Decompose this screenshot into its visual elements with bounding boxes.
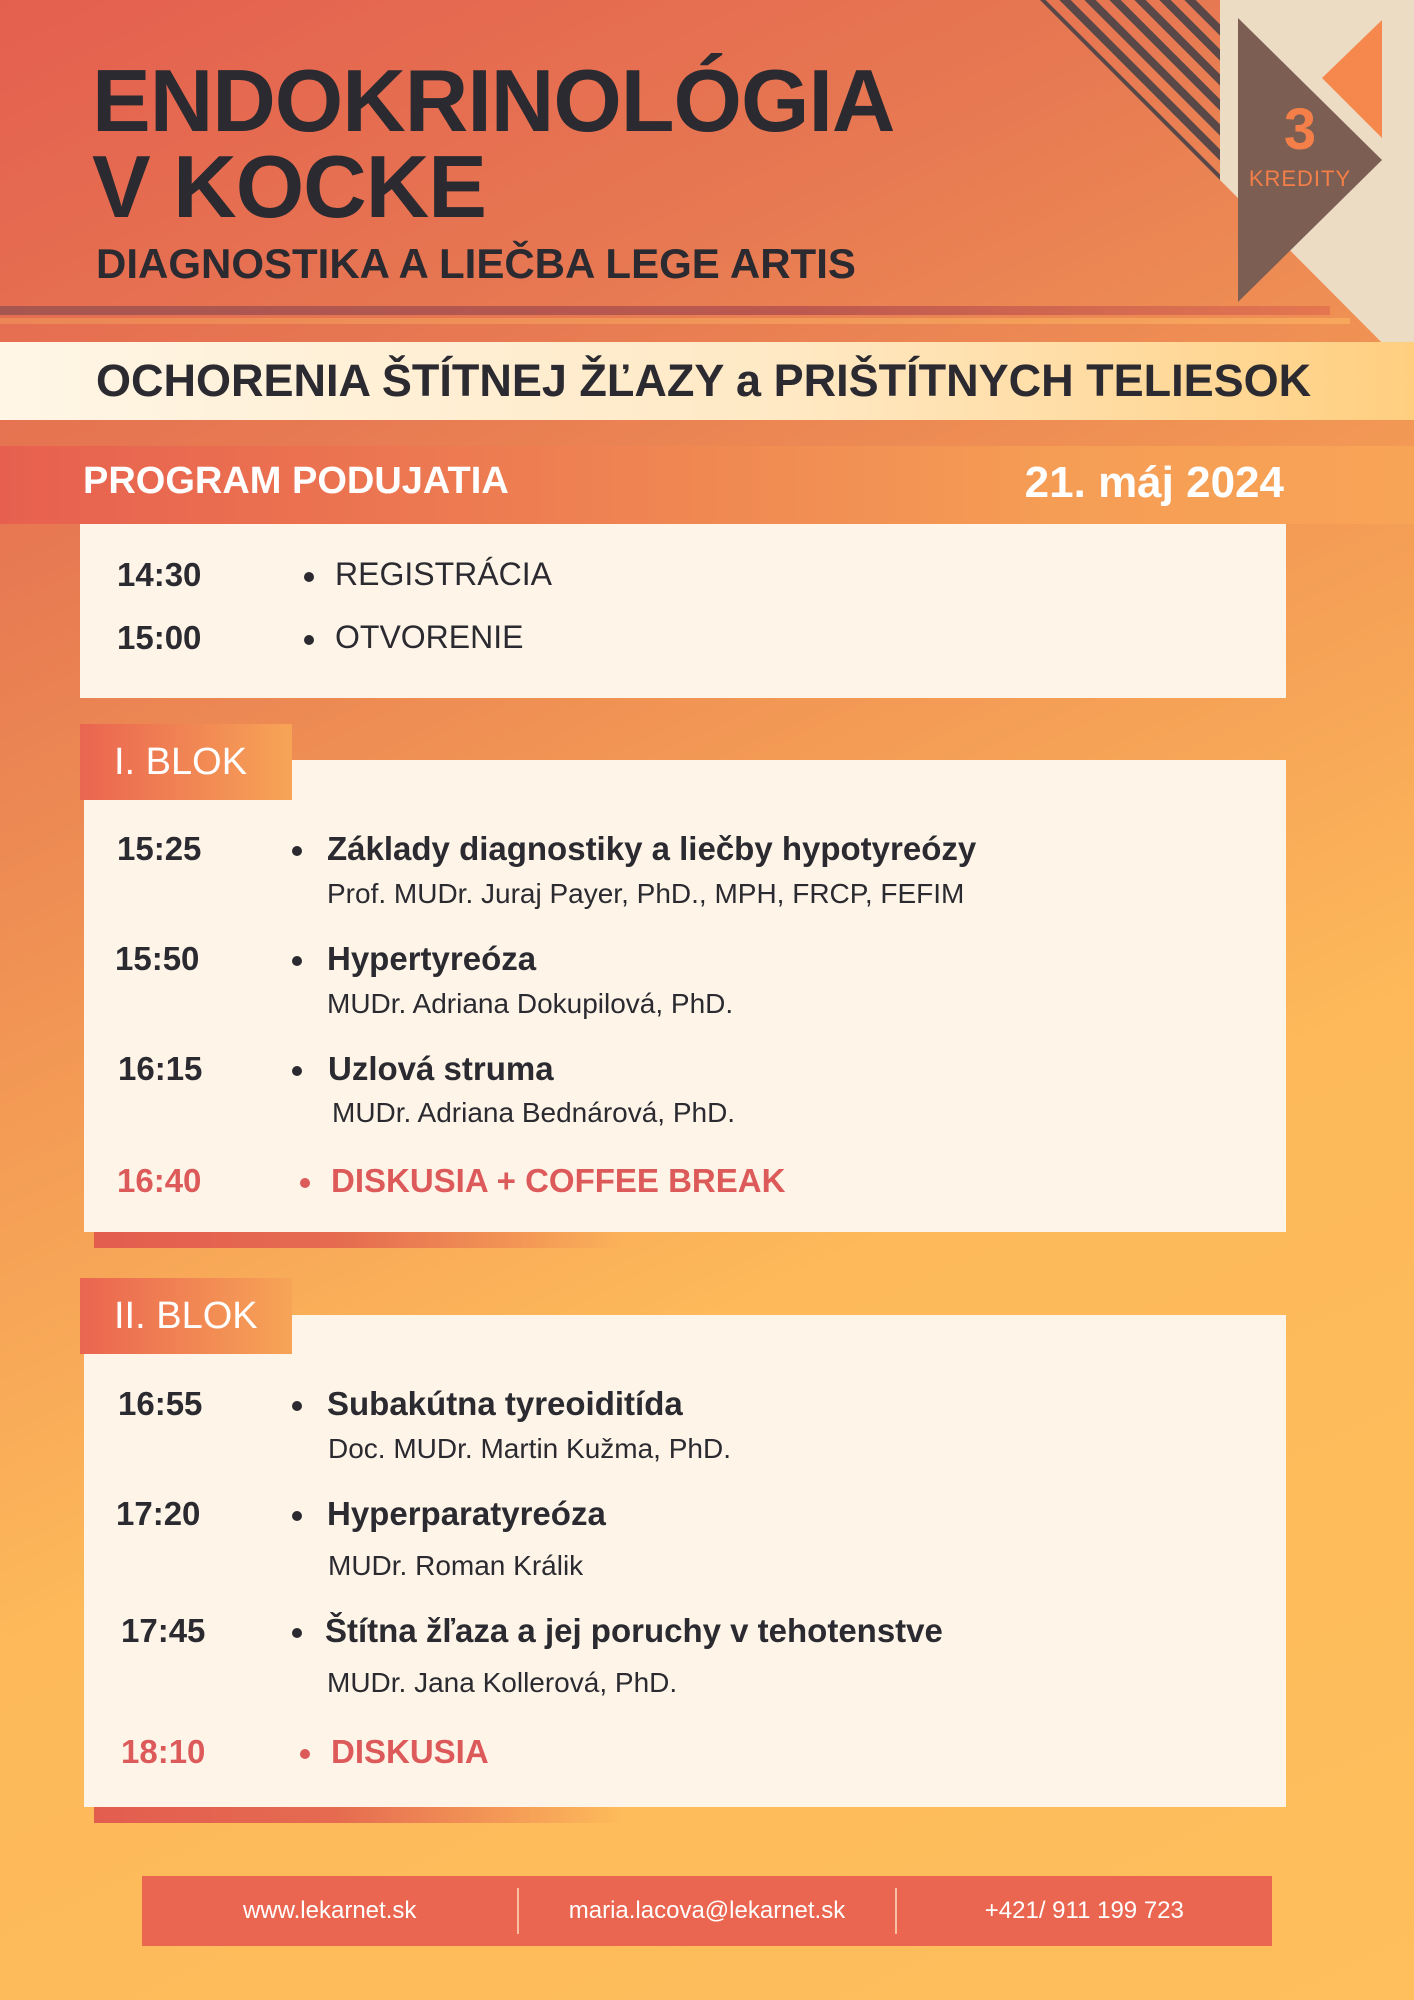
intro-item-1: REGISTRÁCIA [335, 556, 552, 592]
talk-title: Subakútna tyreoiditída [327, 1385, 683, 1422]
intro-item-2: OTVORENIE [335, 619, 524, 655]
closing-label: DISKUSIA + COFFEE BREAK [331, 1162, 786, 1199]
block1-shadow [94, 1232, 624, 1248]
intro-time-2: 15:00 [117, 619, 202, 656]
bullet-icon [292, 1066, 302, 1076]
subtitle: DIAGNOSTIKA A LIEČBA LEGE ARTIS [96, 240, 856, 287]
talk-time: 15:50 [115, 940, 200, 977]
talk-speaker: Doc. MUDr. Martin Kužma, PhD. [328, 1433, 731, 1464]
talk-title: Hyperparatyreóza [327, 1495, 606, 1532]
bullet-icon [300, 1749, 310, 1759]
talk-title: Hypertyreóza [327, 940, 537, 977]
talk-time: 16:15 [118, 1050, 203, 1087]
bullet-icon [292, 846, 302, 856]
page-title [92, 51, 895, 236]
bullet-icon [304, 635, 314, 645]
intro-card [80, 524, 1286, 698]
bullet-icon [292, 1401, 302, 1411]
closing-time: 16:40 [117, 1162, 202, 1199]
header-divider [0, 306, 1330, 315]
bullet-icon [292, 1628, 302, 1638]
title-line-2: V KOCKE [92, 137, 486, 236]
contact-footer [142, 1876, 1272, 1946]
website-link[interactable]: www.lekarnet.sk [242, 1897, 417, 1924]
closing-label: DISKUSIA [331, 1733, 489, 1770]
topic-title: OCHORENIA ŠTÍTNEJ ŽĽAZY a PRIŠTÍTNYCH TELIESOK [96, 355, 1312, 406]
block2-tab: II. BLOK [80, 1278, 292, 1354]
bullet-icon [292, 956, 302, 966]
block2-card [84, 1315, 1286, 1807]
program-label: PROGRAM PODUJATIA [83, 460, 509, 502]
talk-speaker: MUDr. Adriana Dokupilová, PhD. [327, 988, 734, 1019]
bullet-icon [300, 1178, 310, 1188]
title-line-1: ENDOKRINOLÓGIA [92, 51, 895, 150]
block1-tab: I. BLOK [80, 724, 292, 800]
talk-time: 17:20 [116, 1495, 201, 1532]
talk-time: 15:25 [117, 830, 202, 867]
talk-time: 17:45 [121, 1612, 206, 1649]
block1-card [84, 760, 1286, 1232]
credits-number: 3 [1283, 97, 1317, 162]
bullet-icon [292, 1511, 302, 1521]
talk-title: Základy diagnostiky a liečby hypotyreózy [327, 830, 977, 867]
talk-time: 16:55 [118, 1385, 203, 1422]
talk-speaker: MUDr. Roman Králik [328, 1550, 584, 1581]
talk-title: Štítna žľaza a jej poruchy v tehotenstve [325, 1612, 943, 1649]
bullet-icon [304, 572, 314, 582]
diagonal-stripes [1030, 0, 1240, 200]
talk-title: Uzlová struma [328, 1050, 554, 1087]
email-link[interactable]: maria.lacova@lekarnet.sk [568, 1897, 846, 1924]
closing-time: 18:10 [121, 1733, 206, 1770]
event-date: 21. máj 2024 [1024, 458, 1284, 507]
talk-speaker: MUDr. Jana Kollerová, PhD. [327, 1667, 678, 1698]
credits-label: KREDITY [1248, 166, 1352, 191]
talk-speaker: Prof. MUDr. Juraj Payer, PhD., MPH, FRCP, FEFIM [327, 878, 965, 909]
header-divider-secondary [0, 318, 1350, 324]
phone-link[interactable]: +421/ 911 199 723 [984, 1897, 1184, 1924]
intro-time-1: 14:30 [117, 556, 202, 593]
talk-speaker: MUDr. Adriana Bednárová, PhD. [332, 1097, 736, 1128]
block2-shadow [94, 1807, 624, 1823]
